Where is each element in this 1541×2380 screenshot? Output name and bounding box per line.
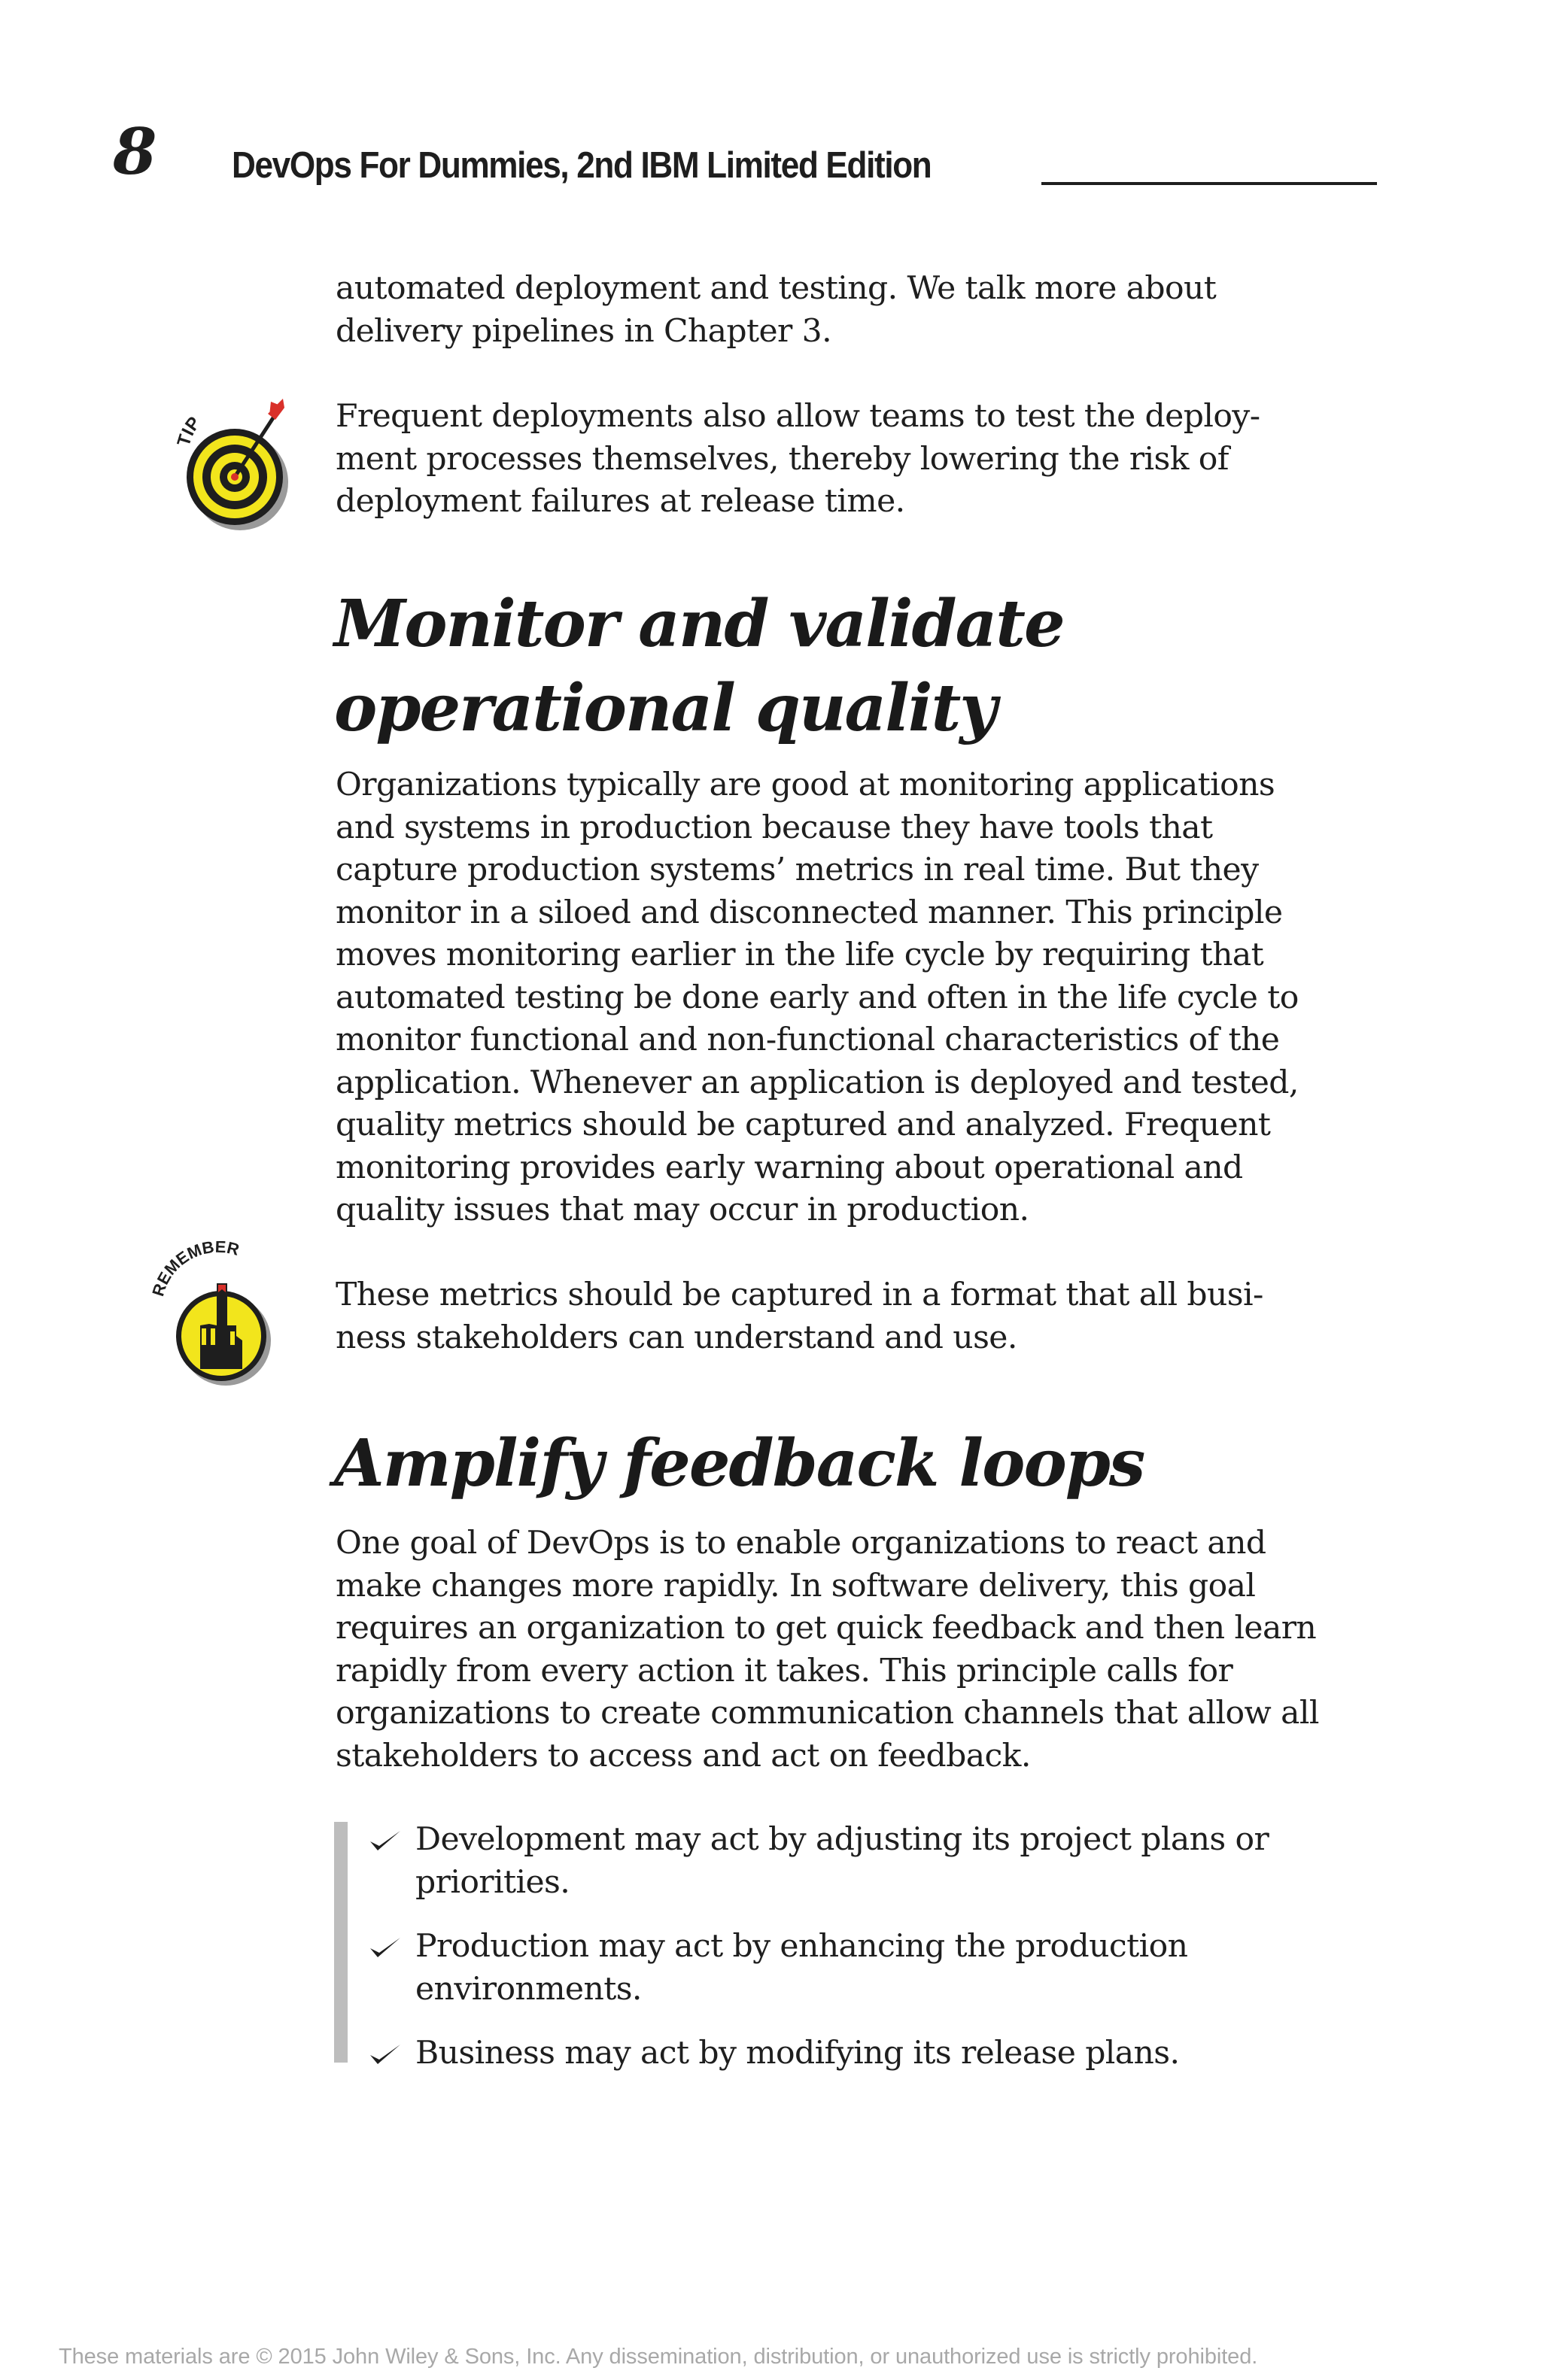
text-line: priorities. bbox=[415, 1863, 570, 1901]
remember-icon-label: REMEMBER bbox=[148, 1241, 242, 1299]
text-line: environments. bbox=[415, 1970, 642, 2008]
text-line: monitoring provides early warning about operational and bbox=[336, 1149, 1243, 1186]
checkmark-bullet-icon bbox=[369, 1936, 402, 1959]
page-number: 8 bbox=[113, 114, 157, 189]
text-line: make changes more rapidly. In software delivery, this goal bbox=[336, 1567, 1256, 1604]
svg-text:REMEMBER bbox=[148, 1241, 241, 1298]
heading-line: operational quality bbox=[334, 670, 996, 746]
text-line: application. Whenever an application is deployed and tested, bbox=[336, 1064, 1299, 1101]
text-line: stakeholders to access and act on feedback. bbox=[336, 1737, 1031, 1774]
checkmark-bullet-icon bbox=[369, 2043, 402, 2066]
running-header-title: DevOps For Dummies, 2nd IBM Limited Edition bbox=[232, 145, 932, 186]
text-line: and systems in production because they have tools that bbox=[336, 809, 1213, 846]
paragraph-monitor bbox=[336, 764, 1389, 1232]
tip-icon-label: TIP bbox=[173, 413, 205, 449]
text-line: Production may act by enhancing the production bbox=[415, 1928, 1188, 1965]
text-line: monitor in a siloed and disconnected manner. This principle bbox=[336, 894, 1283, 931]
text-line: deployment failures at release time. bbox=[336, 483, 905, 520]
section-heading-amplify bbox=[334, 1422, 1144, 1506]
checkmark-bullet-icon bbox=[369, 1829, 402, 1852]
text-line: delivery pipelines in Chapter 3. bbox=[336, 312, 832, 350]
text-line: capture production systems’ metrics in real time. But they bbox=[336, 852, 1259, 888]
paragraph-intro bbox=[336, 268, 1389, 353]
header-rule bbox=[1041, 182, 1377, 185]
paragraph-tip bbox=[336, 396, 1389, 524]
heading-line: Monitor and validate bbox=[334, 586, 1064, 662]
text-line: organizations to create communication channels that allow all bbox=[336, 1695, 1319, 1732]
text-line: quality issues that may occur in production. bbox=[336, 1192, 1029, 1228]
paragraph-amplify bbox=[336, 1522, 1389, 1777]
text-line: Frequent deployments also allow teams to test the deploy- bbox=[336, 398, 1260, 435]
heading-line: Amplify feedback loops bbox=[334, 1425, 1144, 1501]
text-line: requires an organization to get quick feedback and then learn bbox=[336, 1610, 1317, 1647]
text-line: ness stakeholders can understand and use. bbox=[336, 1319, 1017, 1356]
text-line: quality metrics should be captured and analyzed. Frequent bbox=[336, 1107, 1271, 1143]
copyright-footer: These materials are © 2015 John Wiley & Sons, Inc. Any dissemination, distribution, or unauthorized use is strictly prohibited. bbox=[59, 2345, 1258, 2369]
text-line: automated deployment and testing. We talk more about bbox=[336, 270, 1217, 307]
text-line: ment processes themselves, thereby lowering the risk of bbox=[336, 440, 1229, 478]
section-heading-monitor bbox=[334, 582, 1064, 751]
text-line: One goal of DevOps is to enable organizations to react and bbox=[336, 1525, 1266, 1562]
bullet-list-bar bbox=[334, 1822, 348, 2063]
paragraph-remember bbox=[336, 1274, 1389, 1359]
dartboard-tip-icon bbox=[172, 385, 299, 536]
text-line: rapidly from every action it takes. This principle calls for bbox=[336, 1652, 1233, 1689]
text-line: automated testing be done early and often in the life cycle to bbox=[336, 979, 1299, 1016]
text-line: Development may act by adjusting its project plans or bbox=[415, 1821, 1269, 1858]
text-line: Business may act by modifying its release plans. bbox=[415, 2035, 1180, 2072]
text-line: Organizations typically are good at monitoring applications bbox=[336, 767, 1275, 803]
text-line: monitor functional and non-functional characteristics of the bbox=[336, 1022, 1280, 1058]
raised-finger-remember-icon bbox=[147, 1241, 298, 1392]
text-line: These metrics should be captured in a format that all busi- bbox=[336, 1277, 1263, 1313]
text-line: moves monitoring earlier in the life cycle by requiring that bbox=[336, 937, 1264, 973]
svg-text:TIP bbox=[174, 413, 205, 448]
